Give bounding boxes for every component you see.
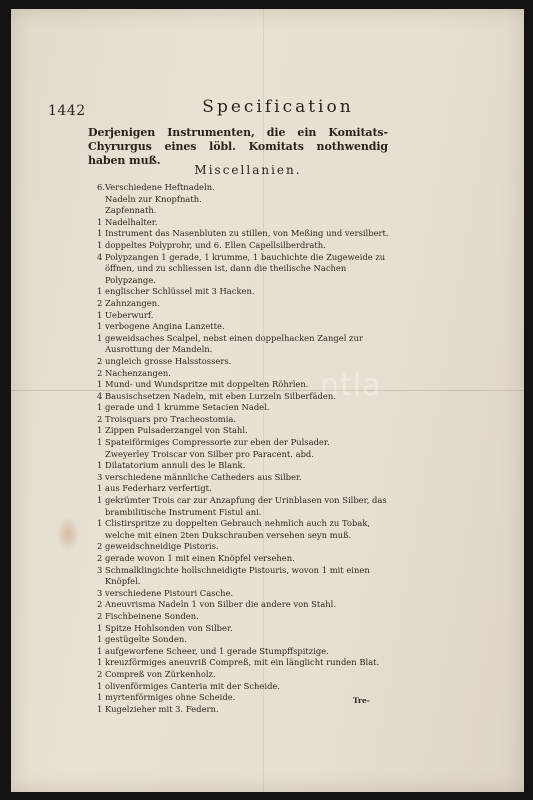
list-item — [97, 356, 397, 368]
item-quantity: 1 — [97, 437, 103, 448]
item-text: Kugelzieher mit 3. Federn. — [105, 703, 219, 714]
item-quantity: 1 — [97, 495, 103, 506]
item-text: Mund- und Wundspritze mit doppelten Röhrlen. — [105, 379, 309, 390]
list-item — [97, 240, 397, 252]
item-text: Troisquars pro Tracheostomia. — [105, 413, 237, 424]
item-text: gerade und 1 krumme Setacien Nadel. — [105, 402, 270, 413]
list-item — [97, 541, 397, 553]
item-text: englischer Schlüssel mit 3 Hacken. — [105, 286, 255, 297]
list-item — [97, 252, 397, 287]
item-quantity: 1 — [97, 321, 103, 332]
item-text: Ueberwurf. — [105, 309, 154, 320]
item-text: Zahnzangen. — [105, 297, 160, 308]
item-quantity: 1 — [97, 622, 103, 633]
item-text: Bausischsetzen Nadeln, mit eben Lurzeln Silberfäden. — [105, 390, 336, 401]
item-quantity: 1 — [97, 332, 103, 343]
item-quantity: 2 — [97, 413, 103, 424]
item-text: Fischbeinene Sonden. — [105, 610, 199, 621]
list-item — [97, 553, 397, 565]
item-text: Instrument das Nasenbluten zu stillen, von Meßing und versilbert. — [105, 228, 389, 239]
item-text: Schmalklingichte hollschneidigte Pistouris, wovon 1 mit einen Knöpfel. — [105, 564, 370, 587]
item-text: Polypzangen 1 gerade, 1 krumme, 1 bauchichte die Zugeweide zu öffnen, und zu schliessen ist, dann die theilische Nachen Polypzange. — [105, 251, 386, 285]
list-item — [97, 321, 397, 333]
item-text: Spitze Hohlsonden von Silber. — [105, 622, 233, 633]
item-text: Aneuvrisma Nadeln 1 von Silber die andere von Stahl. — [105, 599, 337, 610]
item-quantity: 2 — [97, 367, 103, 378]
item-quantity: 1 — [97, 634, 103, 645]
list-item — [97, 472, 397, 484]
list-item — [97, 565, 397, 588]
item-text: geweidschneidige Pistoris. — [105, 541, 219, 552]
item-text: Verschiedene Heftnadeln. Nadeln zur Knopfnath. Zapfennath. — [105, 182, 215, 216]
page-number: 1442 — [48, 103, 86, 119]
list-item — [97, 599, 397, 611]
item-quantity: 1 — [97, 239, 103, 250]
item-text: Spateiförmiges Compressorie zur eben der Pulsader. Zweyerley Troiscar von Silber pro Paracent. abd. — [105, 437, 330, 459]
item-quantity: 3 — [97, 564, 103, 575]
item-text: verschiedene Pistouri Casche. — [105, 587, 234, 598]
item-text: aus Federharz verfertigt. — [105, 483, 212, 494]
item-text: Compreß von Zürkenholz. — [105, 668, 216, 679]
list-item — [97, 646, 397, 658]
item-text: Nadelhalter. — [105, 216, 158, 227]
list-item — [97, 460, 397, 472]
item-quantity: 1 — [97, 309, 103, 320]
item-text: aufgeworfene Scheer, und 1 gerade Stumpffspitzige. — [105, 645, 329, 656]
item-quantity: 2 — [97, 668, 103, 679]
list-item — [97, 681, 397, 693]
item-text: myrtenförmiges ohne Scheide. — [105, 692, 236, 703]
list-item — [97, 182, 397, 217]
list-item — [97, 704, 397, 716]
item-text: verschiedene männliche Catheders aus Silber. — [105, 471, 302, 482]
instrument-list — [97, 182, 397, 715]
list-item — [97, 518, 397, 541]
item-text: gekrümter Trois car zur Anzapfung der Urinblasen von Silber, das brambilitische Instrument Fistul ani. — [105, 495, 387, 517]
item-quantity: 1 — [97, 402, 103, 413]
item-quantity: 2 — [97, 610, 103, 621]
item-quantity: 1 — [97, 379, 103, 390]
item-quantity: 2 — [97, 553, 103, 563]
list-item — [97, 437, 397, 460]
item-quantity: 2 — [97, 355, 103, 366]
item-quantity: 4 — [97, 390, 103, 401]
item-quantity: 1 — [97, 425, 103, 436]
item-quantity: 1 — [97, 460, 103, 471]
list-item — [97, 692, 397, 704]
item-text: kreuzförmiges aneuvriß Compreß, mit ein länglicht runden Blat. — [105, 657, 380, 668]
list-item — [97, 298, 397, 310]
item-quantity: 1 — [97, 518, 103, 529]
item-text: olivenförmiges Canteria mit der Scheide. — [105, 680, 281, 691]
item-quantity: 3 — [97, 587, 103, 598]
list-item — [97, 310, 397, 322]
item-text: gestügelte Sonden. — [105, 634, 187, 645]
item-text: Zippen Pulsaderzangel von Stahl. — [105, 425, 248, 436]
list-item — [97, 414, 397, 426]
list-item — [97, 588, 397, 600]
item-quantity: 1 — [97, 703, 103, 714]
item-quantity: 2 — [97, 541, 103, 552]
item-text: verbogene Angina Lanzette. — [105, 321, 225, 332]
item-text: gerade wovon 1 mit einen Knöpfel versehen. — [105, 553, 295, 563]
list-item — [97, 402, 397, 414]
list-item — [97, 425, 397, 437]
list-item — [97, 669, 397, 681]
item-quantity: 1 — [97, 680, 103, 691]
item-quantity: 1 — [97, 216, 103, 227]
paper-stain — [56, 517, 80, 551]
item-quantity: 1 — [97, 657, 103, 668]
list-item — [97, 483, 397, 495]
item-quantity: 1 — [97, 286, 103, 297]
list-item — [97, 228, 397, 240]
catchword: Tre- — [353, 696, 370, 705]
item-quantity: 1 — [97, 228, 103, 239]
document-title: Specification — [202, 97, 354, 117]
item-text: geweidsaches Scalpel, nebst einen doppelhacken Zangel zur Ausrottung der Mandeln. — [105, 332, 363, 355]
section-heading: Miscellanien. — [194, 163, 302, 177]
item-quantity: 2 — [97, 297, 103, 308]
list-item — [97, 623, 397, 635]
list-item — [97, 634, 397, 646]
item-text: Dilatatorium annuli des le Blank. — [105, 460, 246, 471]
item-text: Nachenzangen. — [105, 367, 171, 378]
list-item — [97, 495, 397, 518]
item-quantity: 3 — [97, 471, 103, 482]
list-item — [97, 333, 397, 356]
item-quantity: 1 — [97, 645, 103, 656]
item-text: ungleich grosse Halsstossers. — [105, 355, 232, 366]
watermark: ntla — [320, 368, 382, 403]
list-item — [97, 611, 397, 623]
item-text: doppeltes Polyprohr, und 6. Ellen Capellsilberdrath. — [105, 239, 326, 250]
item-quantity: 1 — [97, 483, 103, 494]
item-quantity: 1 — [97, 692, 103, 703]
list-item — [97, 286, 397, 298]
item-quantity: 6. — [97, 182, 105, 192]
list-item — [97, 217, 397, 229]
item-quantity: 4 — [97, 251, 103, 262]
list-item — [97, 657, 397, 669]
item-text: Clistirspritze zu doppelten Gebrauch nehmlich auch zu Tobak, welche mit einen 2ten Dukschrauben versehen seyn muß. — [105, 518, 371, 540]
document-subtitle: Derjenigen Instrumenten, die ein Komitats-Chyrurgus eines löbl. Komitats nothwendig haben muß. — [88, 126, 388, 167]
item-quantity: 2 — [97, 599, 103, 610]
